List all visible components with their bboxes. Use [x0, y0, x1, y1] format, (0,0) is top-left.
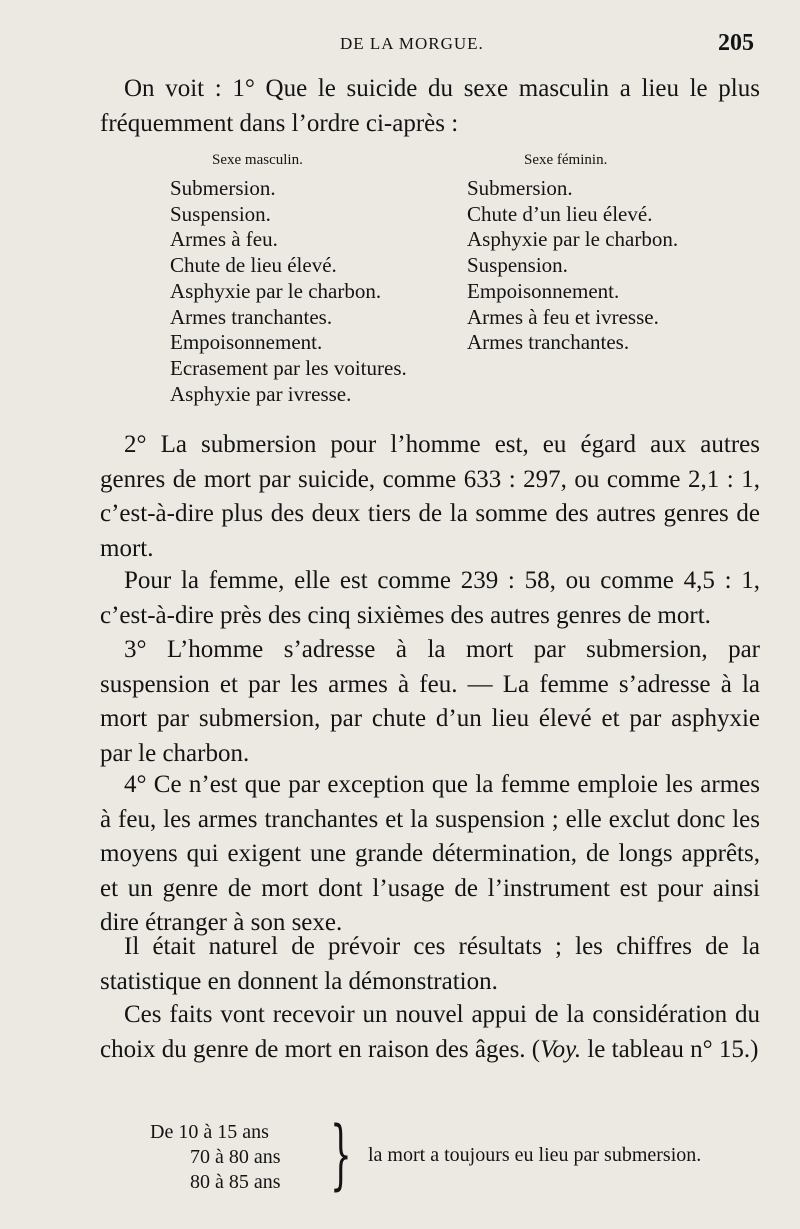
- male-column-heading: Sexe masculin.: [212, 152, 303, 168]
- intro-paragraph: On voit : 1° Que le suicide du sexe masculin a lieu le plus fréquemment dans l’ordre ci-après :: [100, 75, 760, 137]
- list-item: Chute d’un lieu élevé.: [467, 201, 653, 226]
- list-item: Asphyxie par ivresse.: [170, 381, 352, 406]
- paragraph-age-choice: [100, 998, 760, 1067]
- page-number: 205: [718, 30, 754, 56]
- list-item: Armes tranchantes.: [170, 304, 333, 329]
- list-item: Armes tranchantes.: [467, 330, 630, 355]
- age-ranges-list: [150, 1120, 281, 1195]
- female-column-heading: Sexe féminin.: [524, 152, 608, 168]
- list-item: Empoisonnement.: [467, 278, 620, 303]
- paragraph-methods-comparison: 3° L’homme s’adresse à la mort par submersion, par suspension et par les armes à feu. — La femme s’adresse à la mort par submersion, par chute d’un lieu élevé et par asphyxie par le charbon.: [100, 636, 760, 767]
- list-item: Asphyxie par le charbon.: [467, 227, 679, 252]
- list-item: Suspension.: [170, 201, 271, 226]
- paragraph-exceptions: 4° Ce n’est que par exception que la femme emploie les armes à feu, les armes tranchantes et la suspension ; elle exclut donc les moyens qui exigent une grande détermination, de longs apprêts, et un genre de mort dont l’usage de l’instrument est pour ainsi dire étranger à son sexe.: [100, 771, 760, 936]
- list-item: Submersion.: [467, 176, 573, 200]
- age-range: De 10 à 15 ans: [150, 1121, 269, 1143]
- list-item: Asphyxie par le charbon.: [170, 278, 382, 303]
- age-range: 80 à 85 ans: [190, 1171, 281, 1193]
- paragraph-submersion-men: 2° La submersion pour l’homme est, eu égard aux autres genres de mort par suicide, comme 633 : 297, ou comme 2,1 : 1, c’est-à-dire plus des deux tiers de la somme des autres genres de mort.: [100, 431, 760, 562]
- list-item: Empoisonnement.: [170, 330, 323, 355]
- list-item: Suspension.: [467, 253, 568, 278]
- female-methods-list: [467, 176, 678, 356]
- age-bracket-block: [150, 1109, 770, 1200]
- list-item: Submersion.: [170, 176, 276, 200]
- age-range: 70 à 80 ans: [190, 1146, 281, 1168]
- running-title: DE LA MORGUE.: [340, 34, 484, 53]
- paragraph-women-ratio: Pour la femme, elle est comme 239 : 58, ou comme 4,5 : 1, c’est-à-dire près des cinq sixièmes des autres genres de mort.: [100, 567, 760, 629]
- brace-symbol: }: [330, 1109, 352, 1198]
- list-item: Ecrasement par les voitures.: [170, 355, 407, 380]
- list-item: Chute de lieu élevé.: [170, 253, 337, 278]
- paragraph-results: Il était naturel de prévoir ces résultats ; les chiffres de la statistique en donnent la démonstration.: [100, 933, 760, 995]
- paragraph-text: Ces faits vont recevoir un nouvel appui de la considération du choix du genre de mort en raison des âges. (: [100, 1001, 760, 1063]
- list-item: Armes à feu et ivresse.: [467, 304, 659, 329]
- paragraph-text-end: le tableau n° 15.): [581, 1035, 759, 1063]
- list-item: Armes à feu.: [170, 227, 278, 252]
- italic-reference: Voy.: [540, 1035, 582, 1063]
- male-methods-list: [170, 176, 407, 407]
- suicide-method-lists: [0, 150, 800, 420]
- age-result-text: la mort a toujours eu lieu par submersion.: [368, 1144, 702, 1166]
- page-header: [0, 30, 800, 60]
